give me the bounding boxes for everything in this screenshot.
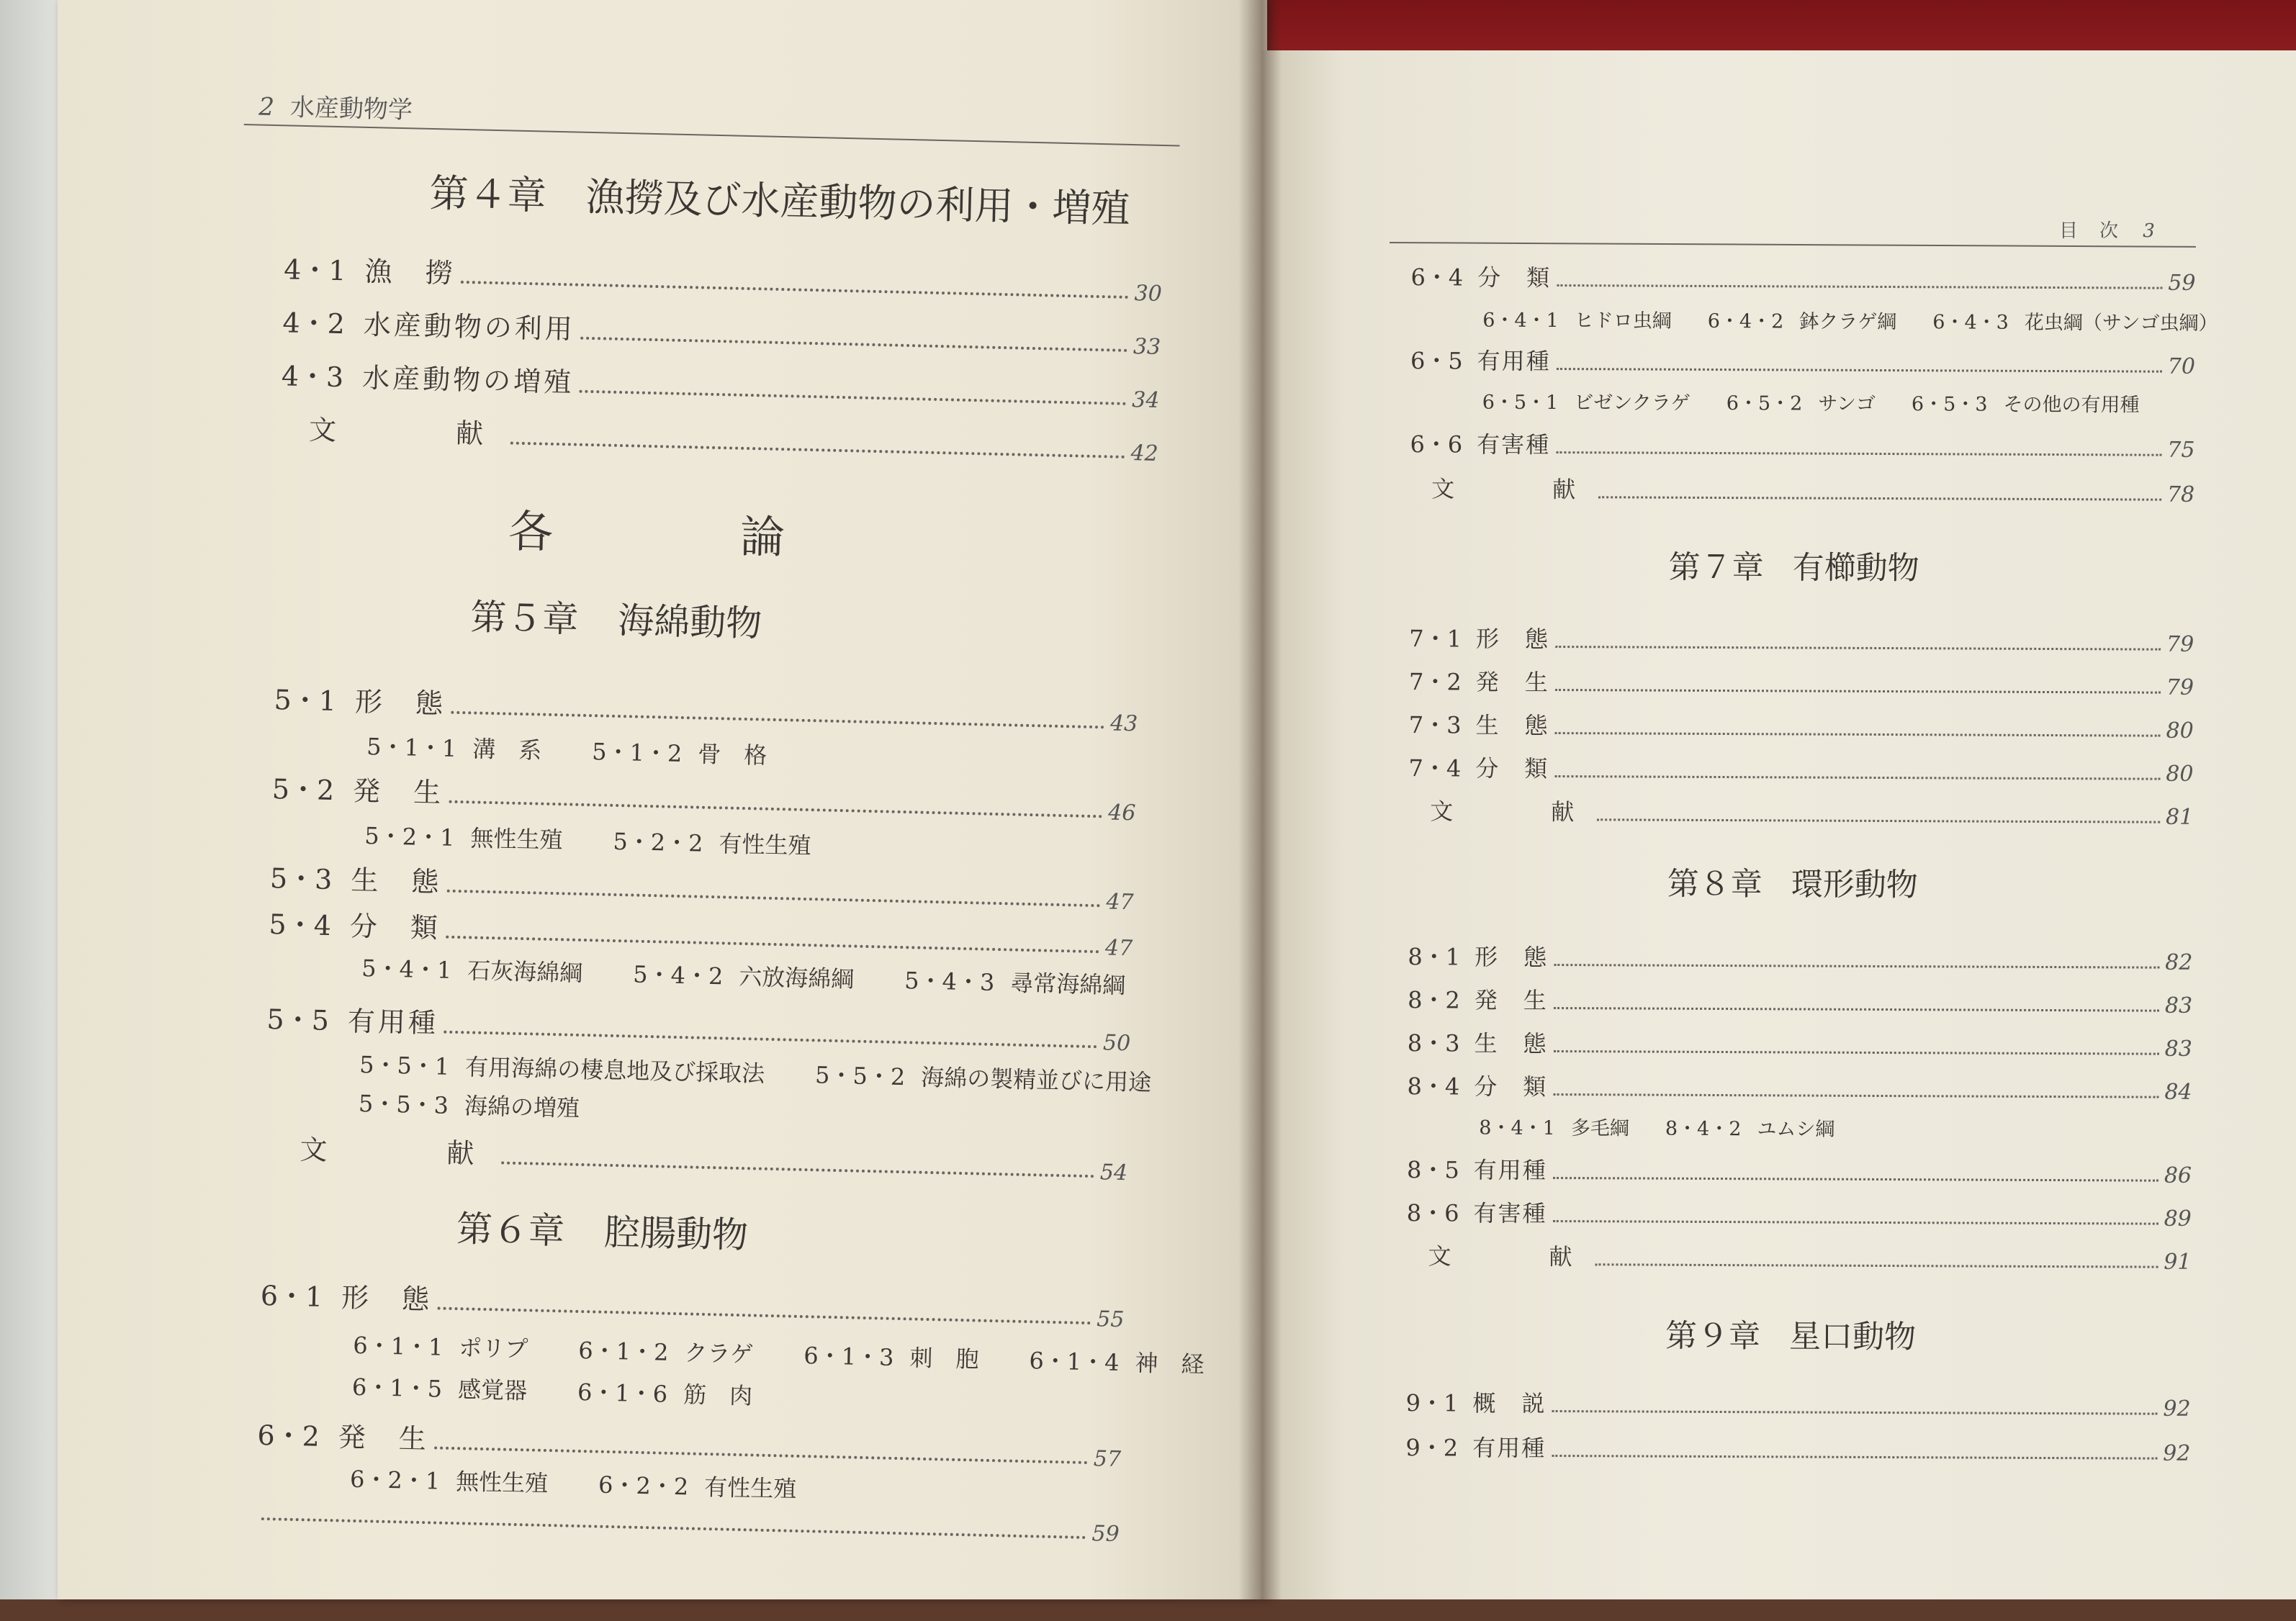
subentry-title: 有性生殖 [719, 830, 811, 860]
entry-number: 7・3 [1408, 711, 1462, 739]
entry-page: 83 [2164, 993, 2193, 1019]
entry-page: 57 [1093, 1446, 1122, 1473]
toc-entry[interactable] [1408, 1025, 2192, 1062]
subentry-number: 5・1・1 [366, 733, 457, 762]
dot-leader [1554, 1050, 2159, 1055]
chapter-title: 環形動物 [1791, 866, 1918, 904]
subentry-title: 感覚器 [457, 1376, 528, 1405]
subentry-number: 8・4・1 [1479, 1116, 1555, 1140]
right-page-content [1384, 194, 2218, 1566]
entry-page: 83 [2164, 1036, 2192, 1062]
header-rule [244, 124, 1180, 146]
section-heading: 各論 [508, 505, 973, 569]
subentry-number: 5・2・1 [364, 822, 455, 852]
chapter-8-heading [1667, 858, 1918, 906]
toc-subentries [1482, 387, 2190, 417]
chapter-title: 海綿動物 [617, 599, 762, 645]
entry-title: 漁 撈 [364, 255, 456, 289]
subentry-number: 5・5・2 [814, 1061, 906, 1091]
dot-leader [438, 1307, 1091, 1325]
subentry-number: 8・4・2 [1665, 1117, 1742, 1141]
toc-entry[interactable] [1408, 1068, 2192, 1105]
entry-title: 発 生 [352, 775, 444, 809]
dot-leader [1552, 1410, 2157, 1415]
subentry-number: 5・4・2 [632, 960, 724, 990]
toc-subentries [350, 1461, 847, 1506]
subentry-title: 無性生殖 [470, 824, 563, 854]
dot-leader [510, 441, 1125, 458]
page-number: 2 [258, 92, 275, 122]
entry-title: 分 類 [349, 910, 441, 944]
toc-entry[interactable] [1410, 426, 2194, 463]
entry-page: 34 [1131, 387, 1160, 413]
entry-title: 有害種 [1477, 430, 1551, 459]
subentry-number: 5・5・3 [358, 1089, 449, 1119]
entry-page: 59 [1091, 1521, 1120, 1548]
dot-leader [1554, 964, 2159, 969]
entry-number: 8・3 [1407, 1029, 1460, 1057]
dot-leader [1554, 775, 2160, 780]
entry-title: 形 態 [1475, 625, 1550, 653]
entry-number: 8・2 [1408, 986, 1460, 1014]
entry-page: 50 [1102, 1030, 1131, 1057]
dot-leader [580, 390, 1126, 405]
subentry-number: 6・1・4 [1029, 1347, 1120, 1377]
toc-entry[interactable] [260, 1273, 1125, 1332]
subentry-number: 6・1・5 [351, 1373, 443, 1403]
left-page-content [210, 86, 1209, 1620]
dot-leader [1555, 646, 2161, 651]
entry-page: 55 [1096, 1306, 1125, 1333]
subentry-title: 神 経 [1135, 1349, 1205, 1378]
subentry-number: 6・2・1 [349, 1465, 441, 1495]
toc-subentries [1482, 304, 2268, 336]
subentry-number: 6・1・2 [577, 1336, 669, 1366]
toc-entry[interactable] [271, 767, 1136, 826]
entry-number: 8・5 [1407, 1156, 1459, 1184]
entry-title: 水産動物の増殖 [361, 361, 575, 399]
entry-title: 分 類 [1475, 754, 1549, 782]
entry-title: 水産動物の利用 [363, 308, 576, 346]
entry-title: 文 献 [1431, 475, 1593, 504]
entry-title: 有用種 [1473, 1156, 1547, 1184]
toc-subentries [1479, 1112, 1885, 1142]
entry-number: 4・3 [281, 360, 344, 394]
entry-title: 形 態 [341, 1281, 433, 1316]
subentry-number: 6・4・1 [1482, 309, 1559, 333]
subentry-title: 溝 系 [472, 735, 542, 764]
entry-page: 46 [1107, 800, 1136, 826]
toc-entry[interactable] [256, 1502, 1120, 1547]
subentry-number: 5・4・3 [904, 967, 995, 996]
entry-number: 9・2 [1405, 1434, 1459, 1462]
toc-entry[interactable] [1410, 343, 2195, 379]
dot-leader [1553, 1177, 2158, 1182]
toc-entry[interactable] [1407, 1195, 2192, 1232]
entry-title: 有用種 [347, 1005, 439, 1039]
dot-leader [444, 1031, 1097, 1049]
page-number: 3 [2143, 220, 2156, 242]
subentry-number: 6・4・2 [1707, 310, 1784, 333]
toc-entry[interactable] [1408, 982, 2192, 1019]
toc-entry[interactable] [281, 353, 1160, 413]
dot-leader [501, 1161, 1094, 1178]
entry-number: 6・6 [1410, 430, 1463, 459]
entry-page: 54 [1099, 1160, 1128, 1186]
subentry-title: その他の有用種 [2003, 393, 2140, 417]
subentry-title: ビゼンクラゲ [1574, 392, 1691, 415]
chapter-title: 有櫛動物 [1792, 549, 1919, 587]
entry-number: 9・1 [1405, 1389, 1459, 1417]
chapter-6-heading [456, 1200, 749, 1258]
subentry-title: 鉢クラゲ綱 [1799, 310, 1897, 334]
chapter-number: 第８章 [1667, 865, 1762, 903]
dot-leader [1595, 1263, 2158, 1268]
entry-title: 形 態 [354, 685, 446, 720]
subentry-number: 6・1・1 [352, 1331, 444, 1361]
toc-entry[interactable] [309, 407, 1159, 466]
entry-number: 5・1 [274, 684, 337, 718]
entry-number: 8・1 [1408, 943, 1461, 971]
subentry-number: 5・5・1 [359, 1050, 450, 1080]
subentry-title: 刺 胞 [909, 1344, 979, 1373]
entry-title: 有害種 [1473, 1199, 1547, 1227]
entry-page: 80 [2166, 718, 2194, 744]
subentry-title: ヒドロ虫綱 [1574, 310, 1672, 333]
entry-title: 発 生 [1475, 668, 1549, 696]
entry-number: 4・2 [282, 307, 346, 340]
subentry-title: 海綿の増殖 [464, 1092, 580, 1122]
entry-page: 79 [2166, 631, 2194, 657]
dot-leader [446, 936, 1099, 954]
entry-number: 6・4 [1410, 263, 1464, 292]
subentry-title: 石灰海綿綱 [467, 957, 583, 987]
toc-entry[interactable] [1405, 1430, 2190, 1466]
chapter-number: 第４章 [428, 170, 547, 219]
subentry-title: 有用海綿の棲息地及び採取法 [464, 1053, 765, 1088]
entry-number: 6・2 [256, 1419, 320, 1453]
entry-number: 6・1 [260, 1279, 323, 1313]
chapter-title: 腔腸動物 [603, 1211, 749, 1257]
entry-number: 4・1 [283, 253, 347, 287]
subentry-title: 有性生殖 [703, 1473, 797, 1503]
entry-title: 生 態 [350, 864, 442, 898]
subentry-number: 5・4・1 [361, 954, 452, 984]
toc-entry[interactable] [1430, 793, 2193, 830]
toc-entry[interactable] [1410, 259, 2195, 296]
entry-page: 84 [2164, 1079, 2192, 1105]
dot-leader [1554, 1007, 2159, 1012]
subentry-title: クラゲ [684, 1339, 754, 1368]
entry-page: 33 [1133, 334, 1161, 360]
toc-entry[interactable] [1428, 1238, 2191, 1275]
entry-number: 5・5 [266, 1003, 330, 1037]
entry-title: 文 献 [308, 414, 505, 451]
subentry-number: 6・5・1 [1482, 391, 1559, 415]
running-head-left [258, 86, 413, 125]
entry-page: 86 [2164, 1162, 2192, 1188]
subentry-title: 無性生殖 [455, 1468, 549, 1498]
dot-leader [447, 890, 1100, 908]
toc-entry[interactable] [1408, 939, 2192, 975]
entry-title: 発 生 [1474, 986, 1548, 1014]
subentry-title: 六放海綿綱 [738, 962, 855, 993]
entry-page: 47 [1106, 889, 1134, 916]
subentry-number: 5・1・2 [591, 738, 683, 768]
entry-page: 92 [2163, 1440, 2191, 1466]
dot-leader [1597, 818, 2160, 823]
entry-page: 70 [2167, 353, 2196, 379]
book-title: 水産動物学 [289, 93, 413, 125]
subentry-title: 尋常海綿綱 [1009, 969, 1126, 1000]
entry-title: 文 献 [1428, 1242, 1590, 1271]
dot-leader [449, 800, 1102, 818]
dot-leader [581, 337, 1127, 352]
dot-leader [261, 1517, 1086, 1539]
entry-number: 5・4 [269, 908, 332, 942]
subentry-number: 5・2・2 [613, 827, 703, 857]
toc-entry[interactable] [1407, 1152, 2192, 1188]
toc-entry[interactable] [274, 677, 1138, 736]
entry-number: 5・2 [271, 773, 335, 807]
entry-page: 82 [2165, 949, 2193, 975]
dot-leader [1555, 689, 2161, 694]
subentry-number: 6・4・3 [1932, 311, 2009, 334]
entry-number: 5・3 [269, 862, 333, 896]
entry-page: 80 [2166, 761, 2194, 787]
toc-subentries [364, 818, 862, 862]
toc-entry[interactable] [1431, 471, 2194, 507]
toc-entry[interactable] [1409, 620, 2194, 657]
dot-leader [1556, 451, 2161, 456]
chapter-number: 第９章 [1665, 1317, 1761, 1355]
toc-subentries [352, 1369, 803, 1412]
entry-number: 7・4 [1408, 754, 1462, 782]
entry-title: 概 説 [1472, 1389, 1547, 1417]
chapter-number: 第５章 [469, 596, 579, 641]
chapter-number: 第６章 [456, 1208, 565, 1252]
chapter-7-heading [1669, 541, 1919, 589]
entry-page: 30 [1134, 281, 1163, 307]
entry-title: 文 献 [300, 1134, 496, 1170]
entry-page: 79 [2166, 674, 2194, 700]
entry-page: 42 [1130, 441, 1159, 466]
entry-page: 75 [2167, 437, 2195, 463]
subentry-number: 6・1・3 [803, 1342, 894, 1371]
entry-title: 分 類 [1474, 1073, 1548, 1101]
entry-page: 81 [2165, 804, 2194, 830]
entry-title: 発 生 [338, 1421, 430, 1455]
entry-title: 有用種 [1472, 1434, 1547, 1462]
entry-number: 6・5 [1410, 347, 1463, 375]
toc-entry[interactable] [284, 247, 1163, 307]
section-title: 目 次 [2059, 220, 2120, 242]
subentry-title: 筋 肉 [683, 1381, 753, 1410]
toc-entry[interactable] [1408, 750, 2193, 787]
entry-page: 91 [2164, 1249, 2192, 1275]
subentry-title: ユムシ綱 [1757, 1118, 1835, 1141]
subentry-title: 花虫綱（サンゴ虫綱） [2024, 311, 2218, 335]
chapter-9-heading [1665, 1310, 1916, 1358]
entry-title: 文 献 [1430, 798, 1592, 826]
toc-subentries [359, 1085, 631, 1125]
chapter-title: 星口動物 [1788, 1318, 1917, 1356]
subentry-number: 6・5・3 [1911, 393, 1988, 416]
toc-subentries [366, 728, 818, 772]
toc-entry[interactable] [300, 1127, 1128, 1186]
chapter-title: 漁撈及び水産動物の利用・増殖 [585, 173, 1131, 232]
entry-page: 59 [2168, 270, 2196, 296]
entry-number: 8・4 [1407, 1073, 1460, 1101]
subentry-title: 骨 格 [697, 740, 767, 769]
entry-number: 7・2 [1408, 668, 1462, 696]
entry-page: 92 [2163, 1396, 2191, 1422]
subentry-number: 6・1・6 [577, 1378, 668, 1408]
entry-page: 89 [2164, 1206, 2192, 1232]
dot-leader [451, 711, 1104, 729]
dot-leader [1557, 284, 2162, 289]
entry-page: 47 [1104, 935, 1133, 962]
toc-entry[interactable] [1409, 707, 2194, 744]
toc-entry[interactable] [282, 300, 1161, 360]
entry-page: 43 [1109, 710, 1138, 737]
dot-leader [1554, 732, 2160, 737]
entry-number: 8・6 [1406, 1199, 1459, 1227]
entry-title: 生 態 [1475, 711, 1549, 739]
dot-leader [1553, 1093, 2158, 1098]
subentry-number: 6・5・2 [1726, 392, 1803, 415]
dot-leader [1552, 1455, 2157, 1460]
entry-title: 有用種 [1477, 347, 1551, 375]
chapter-number: 第７章 [1668, 548, 1764, 587]
subentry-number: 6・2・2 [598, 1471, 689, 1501]
subentry-title: ポリプ [458, 1334, 528, 1363]
entry-number: 7・1 [1409, 625, 1462, 653]
dot-leader [461, 281, 1128, 299]
chapter-5-heading [470, 588, 763, 646]
dot-leader [1553, 1220, 2158, 1225]
toc-entry[interactable] [1409, 664, 2194, 700]
subentry-title: 多毛綱 [1570, 1117, 1629, 1140]
dot-leader [434, 1446, 1087, 1464]
chapter-4-heading [429, 163, 1130, 234]
entry-title: 生 態 [1474, 1029, 1548, 1057]
entry-title: 形 態 [1475, 943, 1549, 971]
dot-leader [1557, 368, 2162, 373]
entry-title: 分 類 [1477, 263, 1552, 292]
toc-entry[interactable] [1406, 1385, 2191, 1422]
subentry-title: 海綿の製精並びに用途 [920, 1063, 1152, 1096]
subentry-title: サンゴ [1818, 392, 1876, 415]
dot-leader [1598, 496, 2161, 500]
entry-page: 78 [2166, 482, 2195, 507]
